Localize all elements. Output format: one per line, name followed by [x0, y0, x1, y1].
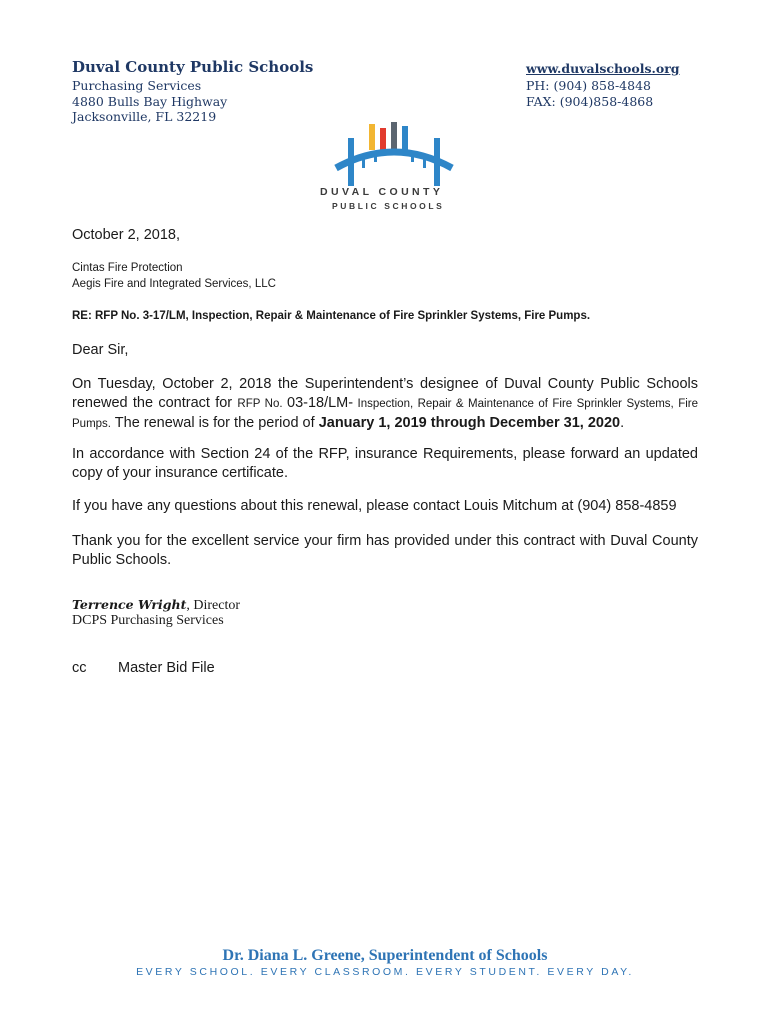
renewal-period: January 1, 2019 through December 31, 2020	[318, 415, 621, 431]
renewal-text-c: .	[620, 415, 625, 431]
city-state-zip: Jacksonville, FL 32219	[72, 109, 217, 124]
street-address: 4880 Bulls Bay Highway	[72, 94, 228, 109]
renewal-text-a: On Tuesday, October 2, 2018 the Superintendent’s designee of Duval County Public Schools renewed the contract for	[72, 376, 698, 411]
renewal-text-b: The renewal is for the period of	[111, 415, 319, 431]
phone-number: PH: (904) 858-4848	[526, 78, 651, 93]
paragraph-thanks: Thank you for the excellent service your firm has provided under this contract with Duval County Public Schools.	[72, 533, 698, 568]
department-line: Purchasing Services	[72, 78, 202, 93]
paragraph-insurance: In accordance with Section 24 of the RFP, insurance Requirements, please forward an updated copy of your insurance certificate.	[72, 446, 698, 481]
cc-recipient: Master Bid File	[118, 660, 215, 676]
cc-label: cc	[72, 660, 87, 676]
logo-text-line2: PUBLIC SCHOOLS	[332, 201, 445, 211]
footer-superintendent: Dr. Diana L. Greene, Superintendent of Schools	[222, 947, 548, 964]
salutation: Dear Sir,	[72, 342, 129, 358]
organization-name: Duval County Public Schools	[72, 58, 314, 76]
renewal-rfp-number: 03-18/LM-	[287, 395, 354, 411]
fax-number: FAX: (904)858-4868	[526, 94, 654, 109]
recipient-line-1: Cintas Fire Protection	[72, 262, 183, 274]
letter-date: October 2, 2018,	[72, 227, 181, 243]
footer-tagline: EVERY SCHOOL. EVERY CLASSROOM. EVERY STUDENT. EVERY DAY.	[136, 966, 634, 978]
signature-block	[72, 597, 240, 614]
recipient-line-2: Aegis Fire and Integrated Services, LLC	[72, 278, 276, 290]
signer-title: , Director	[186, 598, 241, 613]
renewal-rfp-title: Inspection, Repair & Maintenance of Fire Sprinkler Systems, Fire Pumps.	[72, 398, 698, 430]
signer-department: DCPS Purchasing Services	[72, 613, 224, 628]
website-link[interactable]: www.duvalschools.org	[526, 61, 680, 76]
renewal-rfp-prefix: RFP No.	[237, 398, 287, 410]
signer-name: Terrence Wright	[72, 597, 187, 612]
paragraph-questions: If you have any questions about this renewal, please contact Louis Mitchum at (904) 858-4859	[72, 498, 677, 514]
subject-line: RE: RFP No. 3-17/LM, Inspection, Repair & Maintenance of Fire Sprinkler Systems, Fire Pumps.	[72, 310, 591, 322]
logo-text-line1: DUVAL COUNTY	[320, 186, 444, 198]
paragraph-renewal	[72, 375, 698, 434]
